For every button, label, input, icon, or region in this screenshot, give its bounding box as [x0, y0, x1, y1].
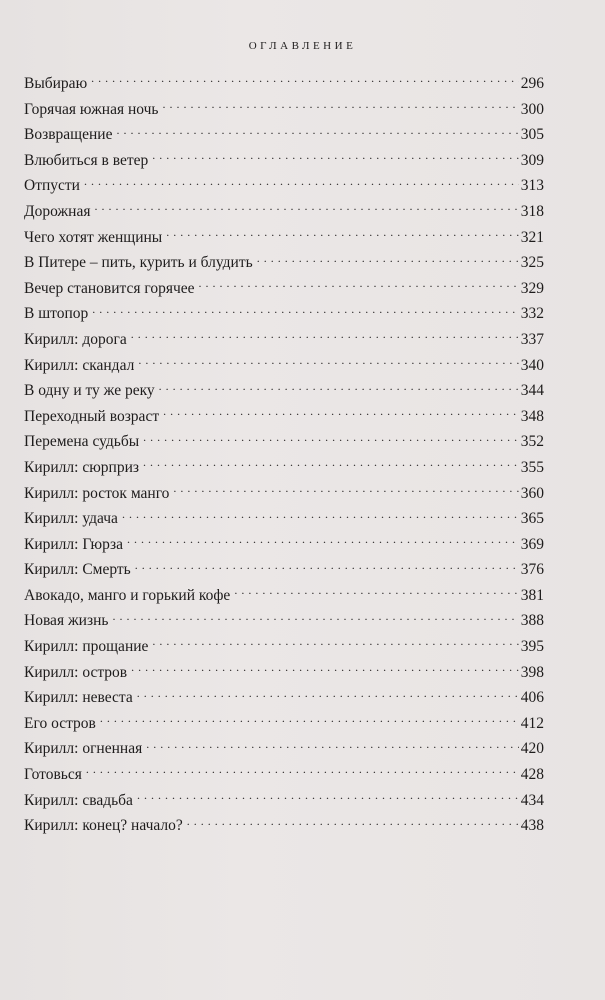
dot-leader	[84, 176, 519, 190]
toc-entry	[24, 301, 544, 327]
toc-entry	[24, 506, 544, 532]
toc-entry-title: В штопор	[24, 305, 89, 323]
dot-leader	[122, 509, 519, 523]
toc-entry-title: Вечер становится горячее	[24, 279, 195, 297]
toc-entry-page-number: 369	[520, 535, 544, 553]
toc-entry-page-number: 395	[520, 638, 544, 656]
toc-entry-title: Готовься	[24, 766, 82, 784]
dot-leader	[131, 330, 519, 344]
toc-entry-page-number: 332	[520, 305, 544, 323]
dot-leader	[100, 714, 519, 728]
toc-entry-title: Возвращение	[24, 126, 113, 144]
toc-entry-title: Горячая южная ночь	[24, 100, 159, 118]
toc-entry-page-number: 305	[520, 126, 544, 144]
toc-entry	[24, 788, 544, 814]
toc-entry-title: Кирилл: невеста	[24, 689, 133, 707]
toc-entry-page-number: 388	[520, 612, 544, 630]
toc-entry	[24, 736, 544, 762]
dot-leader	[135, 560, 519, 574]
toc-entry-title: Переходный возраст	[24, 407, 160, 425]
toc-entry	[24, 378, 544, 404]
dot-leader	[131, 663, 519, 677]
toc-entry	[24, 71, 544, 97]
dot-leader	[143, 432, 519, 446]
toc-entry-title: В одну и ту же реку	[24, 382, 155, 400]
toc-entry-page-number: 438	[520, 817, 544, 835]
toc-entry-page-number: 406	[520, 689, 544, 707]
toc-entry-title: Кирилл: удача	[24, 510, 118, 528]
toc-entry	[24, 634, 544, 660]
toc-entry-page-number: 329	[520, 279, 544, 297]
dot-leader	[112, 611, 518, 625]
toc-entry	[24, 711, 544, 737]
toc-entry-title: Дорожная	[24, 202, 91, 220]
dot-leader	[138, 356, 518, 370]
toc-entry-page-number: 376	[520, 561, 544, 579]
dot-leader	[94, 202, 518, 216]
toc-entry-page-number: 420	[520, 740, 544, 758]
toc-entry	[24, 762, 544, 788]
toc-entry-title: Кирилл: Гюрза	[24, 535, 124, 553]
toc-entry-page-number: 325	[520, 254, 544, 272]
toc-entry	[24, 455, 544, 481]
toc-entry-page-number: 428	[520, 766, 544, 784]
toc-entry-title: Кирилл: Смерть	[24, 561, 131, 579]
dot-leader	[159, 381, 519, 395]
dot-leader	[199, 279, 519, 293]
toc-entry-page-number: 296	[520, 75, 544, 92]
dot-leader	[187, 816, 519, 830]
toc-entry-page-number: 381	[520, 586, 544, 604]
toc-entry-page-number: 352	[520, 433, 544, 451]
dot-leader	[137, 688, 519, 702]
toc-entry-title: Отпусти	[24, 177, 80, 195]
toc-entry-title: Кирилл: остров	[24, 663, 128, 681]
dot-leader	[234, 586, 518, 600]
dot-leader	[127, 535, 519, 549]
toc-entry	[24, 173, 544, 199]
dot-leader	[143, 458, 519, 472]
toc-entry	[24, 122, 544, 148]
toc-entry	[24, 199, 544, 225]
toc-entry-title: Кирилл: дорога	[24, 330, 127, 348]
toc-entry-page-number: 412	[520, 714, 544, 732]
dot-leader	[116, 125, 518, 139]
toc-entry-title: В Питере – пить, курить и блудить	[24, 254, 253, 272]
dot-leader	[92, 304, 518, 318]
toc-entry-title: Кирилл: свадьба	[24, 791, 133, 809]
toc-entry	[24, 429, 544, 455]
toc-entry-title: Влюбиться в ветер	[24, 151, 149, 169]
toc-entry	[24, 813, 544, 839]
toc-entry-title: Кирилл: скандал	[24, 356, 135, 374]
toc-entry-page-number: 434	[520, 791, 544, 809]
dot-leader	[137, 791, 519, 805]
toc-entry	[24, 225, 544, 251]
toc-entry-page-number: 318	[520, 202, 544, 220]
toc-entry	[24, 276, 544, 302]
toc-entry-title: Кирилл: огненная	[24, 740, 143, 758]
toc-entry-title: Чего хотят женщины	[24, 228, 163, 246]
dot-leader	[86, 765, 519, 779]
toc-entry-page-number: 365	[520, 510, 544, 528]
dot-leader	[152, 151, 518, 165]
toc-entry	[24, 685, 544, 711]
toc-entry-title: Кирилл: прощание	[24, 638, 149, 656]
toc-entry-title: Кирилл: конец? начало?	[24, 817, 183, 835]
toc-entry-title: Новая жизнь	[24, 612, 109, 630]
dot-leader	[91, 74, 519, 88]
toc-entry-page-number: 309	[520, 151, 544, 169]
toc-entry	[24, 353, 544, 379]
dot-leader	[257, 253, 519, 267]
toc-entry	[24, 583, 544, 609]
toc-entry	[24, 97, 544, 123]
toc-entry	[24, 481, 544, 507]
toc-entry-page-number: 360	[520, 484, 544, 502]
toc-entry-page-number: 398	[520, 663, 544, 681]
toc-entry	[24, 404, 544, 430]
toc-entry-title: Кирилл: росток манго	[24, 484, 170, 502]
toc-entry-page-number: 313	[520, 177, 544, 195]
dot-leader	[152, 637, 518, 651]
toc-entry-title: Выбираю	[24, 75, 88, 92]
dot-leader	[166, 228, 519, 242]
dot-leader	[163, 100, 519, 114]
toc-entry-page-number: 300	[520, 100, 544, 118]
toc-entry-title: Кирилл: сюрприз	[24, 458, 140, 476]
toc-entry-page-number: 340	[520, 356, 544, 374]
toc-entry	[24, 608, 544, 634]
toc-entry	[24, 327, 544, 353]
page-title: ОГЛАВЛЕНИЕ	[248, 40, 357, 52]
toc-entry-page-number: 321	[520, 228, 544, 246]
toc-entry-page-number: 337	[520, 330, 544, 348]
toc-entry	[24, 660, 544, 686]
dot-leader	[163, 407, 519, 421]
toc-entry-title: Авокадо, манго и горький кофе	[24, 586, 231, 604]
toc-entry	[24, 557, 544, 583]
toc-entry-page-number: 344	[520, 382, 544, 400]
dot-leader	[173, 484, 518, 498]
table-of-contents	[24, 71, 544, 839]
toc-entry-title: Перемена судьбы	[24, 433, 140, 451]
toc-entry-page-number: 348	[520, 407, 544, 425]
toc-entry-title: Его остров	[24, 714, 96, 732]
toc-entry	[24, 250, 544, 276]
toc-entry	[24, 532, 544, 558]
toc-entry-page-number: 355	[520, 458, 544, 476]
dot-leader	[146, 739, 519, 753]
toc-entry	[24, 148, 544, 174]
